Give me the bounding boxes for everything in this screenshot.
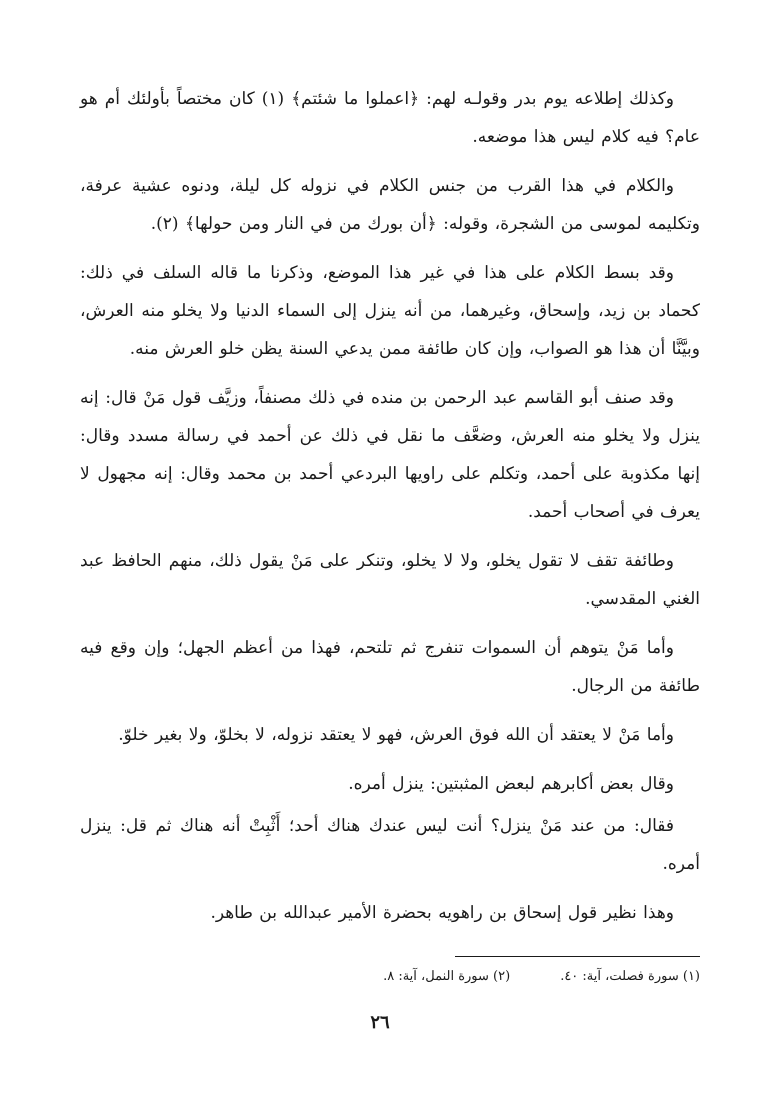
paragraph-7: وأما مَنْ لا يعتقد أن الله فوق العرش، فهو لا يعتقد نزوله، لا بخلوّ، ولا بغير خلوّ. — [118, 725, 674, 745]
page-number: ٢٦ — [370, 1012, 390, 1033]
footnotes — [80, 966, 700, 988]
paragraph-5: وطائفة تقف لا تقول يخلو، ولا لا يخلو، وتنكر على مَنْ يقول ذلك، منهم الحافظ عبد الغني المقدسي. — [80, 551, 700, 609]
footnote-divider — [455, 956, 700, 957]
footnote-1: (١) سورة فصلت، آية: ٤٠. — [560, 969, 700, 984]
paragraph-2: والكلام في هذا القرب من جنس الكلام في نزوله كل ليلة، ودنوه عشية عرفة، وتكليمه لموسى من الشجرة، وقوله: ﴿أن بورك من في النار ومن حولها﴾ (٢). — [80, 176, 700, 234]
paragraph-10: وهذا نظير قول إسحاق بن راهويه بحضرة الأمير عبدالله بن طاهر. — [210, 903, 674, 923]
paragraph-4: وقد صنف أبو القاسم عبد الرحمن بن منده في ذلك مصنفاً، وزيَّف قول مَنْ قال: إنه ينزل ولا يخلو منه العرش، وضعَّف ما نقل في ذلك عن أحمد في رسالة مسدد وقال: إنها مكذوبة على أحمد، وتكلم على راويها البردعي أحمد بن محمد وقال: إنه مجهول لا يعرف في أصحاب أحمد. — [80, 388, 700, 522]
page-body — [80, 80, 700, 943]
paragraph-8: وقال بعض أكابرهم لبعض المثبتين: ينزل أمره. — [348, 774, 674, 794]
paragraph-6: وأما مَنْ يتوهم أن السموات تنفرج ثم تلتحم، فهذا من أعظم الجهل؛ وإن وقع فيه طائفة من الرجال. — [80, 638, 700, 696]
paragraph-1: وكذلك إطلاعه يوم بدر وقولـه لهم: ﴿اعملوا ما شئتم﴾ (١) كان مختصاً بأولئك أم هو عام؟ فيه كلام ليس هذا موضعه. — [80, 89, 700, 147]
paragraph-3: وقد بسط الكلام على هذا في غير هذا الموضع، وذكرنا ما قاله السلف في ذلك: كحماد بن زيد، وإسحاق، وغيرهما، من أنه ينزل إلى السماء الدنيا ولا يخلو منه العرش، وبيَّنَّا أن هذا هو الصواب، وإن كان طائفة ممن يدعي السنة يظن خلو العرش منه. — [80, 263, 700, 359]
footnote-2: (٢) سورة النمل، آية: ٨. — [383, 969, 511, 984]
paragraph-9: فقال: من عند مَنْ ينزل؟ أنت ليس عندك هناك أحد؛ أَثْبِتْ أنه هناك ثم قل: ينزل أمره. — [80, 816, 700, 874]
